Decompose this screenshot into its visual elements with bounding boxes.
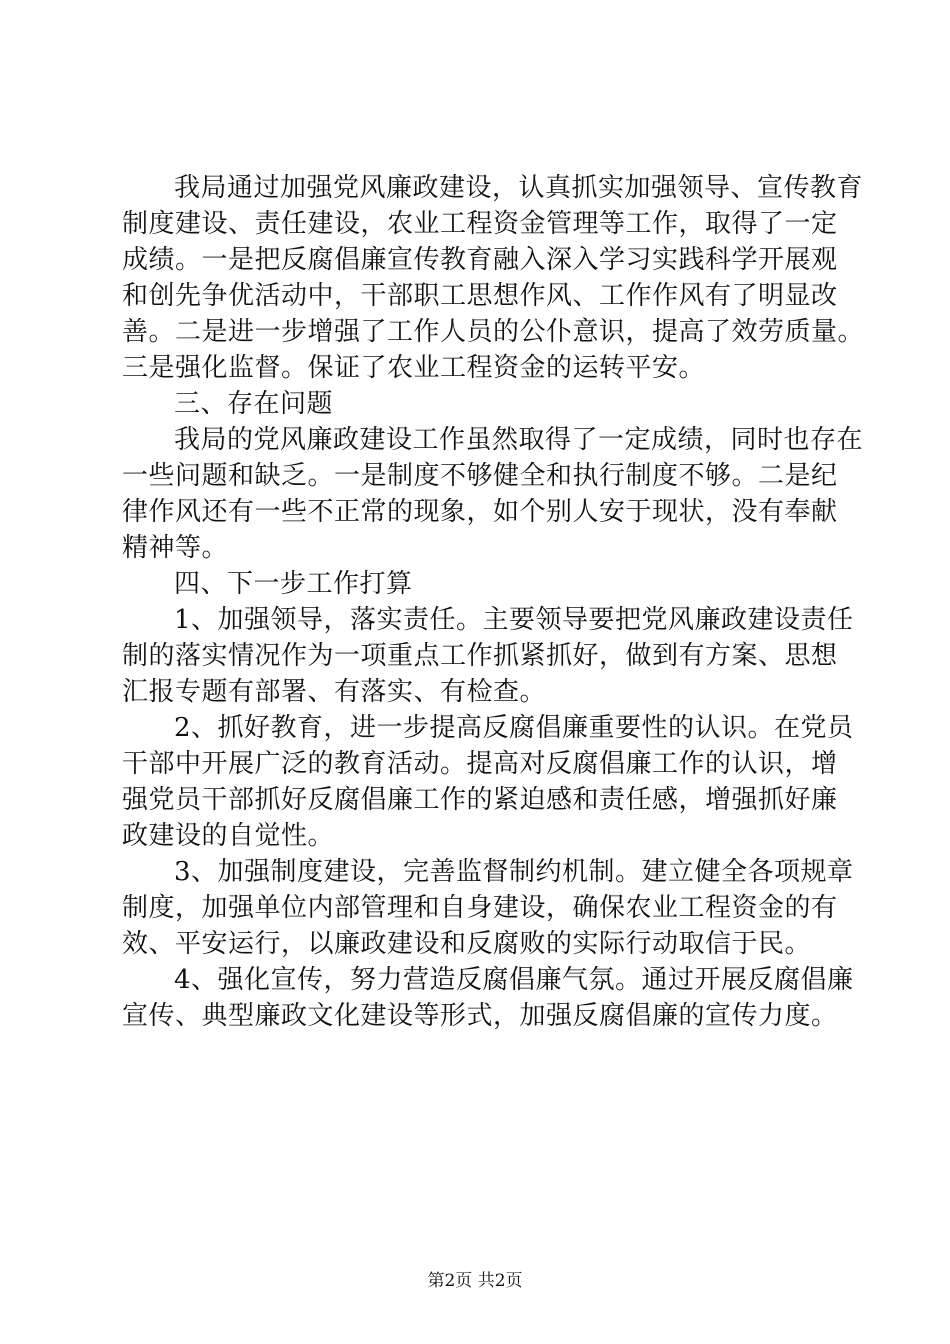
paragraph-line: 和创先争优活动中，干部职工思想作风、工作作风有了明显改 xyxy=(122,281,838,311)
page-number-label: 第2页 共2页 xyxy=(427,1271,523,1291)
paragraph-line: 律作风还有一些不正常的现象，如个别人安于现状，没有奉献 xyxy=(122,497,838,527)
paragraph-line: 4、强化宣传，努力营造反腐倡廉气氛。通过开展反腐倡廉 xyxy=(174,965,854,995)
paragraph-line: 精神等。 xyxy=(122,533,229,563)
paragraph-line: 制度，加强单位内部管理和自身建设，确保农业工程资金的有 xyxy=(122,893,838,923)
page-footer xyxy=(0,1270,950,1292)
paragraph-line: 3、加强制度建设，完善监督制约机制。建立健全各项规章 xyxy=(174,857,854,887)
document-body xyxy=(122,170,865,1034)
paragraph-line: 干部中开展广泛的教育活动。提高对反腐倡廉工作的认识，增 xyxy=(122,749,838,779)
paragraph-line: 一些问题和缺乏。一是制度不够健全和执行制度不够。二是纪 xyxy=(122,461,838,491)
paragraph-line: 强党员干部抓好反腐倡廉工作的紧迫感和责任感，增强抓好廉 xyxy=(122,785,838,815)
paragraph-line: 效、平安运行，以廉政建设和反腐败的实际行动取信于民。 xyxy=(122,929,812,959)
paragraph-line: 制的落实情况作为一项重点工作抓紧抓好，做到有方案、思想 xyxy=(122,641,838,671)
paragraph-line: 政建设的自觉性。 xyxy=(122,821,335,851)
paragraph-line: 汇报专题有部署、有落实、有检查。 xyxy=(122,677,547,707)
paragraph-line: 善。二是进一步增强了工作人员的公仆意识，提高了效劳质量。 xyxy=(122,317,865,347)
paragraph-line: 1、加强领导，落实责任。主要领导要把党风廉政建设责任 xyxy=(174,605,854,635)
paragraph-line: 我局通过加强党风廉政建设，认真抓实加强领导、宣传教育 xyxy=(174,173,864,203)
paragraph-line: 宣传、典型廉政文化建设等形式，加强反腐倡廉的宣传力度。 xyxy=(122,1001,838,1031)
section-heading: 四、下一步工作打算 xyxy=(174,569,413,599)
paragraph-line: 成绩。一是把反腐倡廉宣传教育融入深入学习实践科学开展观 xyxy=(122,245,838,275)
paragraph-line: 我局的党风廉政建设工作虽然取得了一定成绩，同时也存在 xyxy=(174,425,864,455)
paragraph-line: 2、抓好教育，进一步提高反腐倡廉重要性的认识。在党员 xyxy=(174,713,854,743)
paragraph-line: 三是强化监督。保证了农业工程资金的运转平安。 xyxy=(122,353,706,383)
paragraph-line: 制度建设、责任建设，农业工程资金管理等工作，取得了一定 xyxy=(122,209,838,239)
section-heading: 三、存在问题 xyxy=(174,389,334,419)
